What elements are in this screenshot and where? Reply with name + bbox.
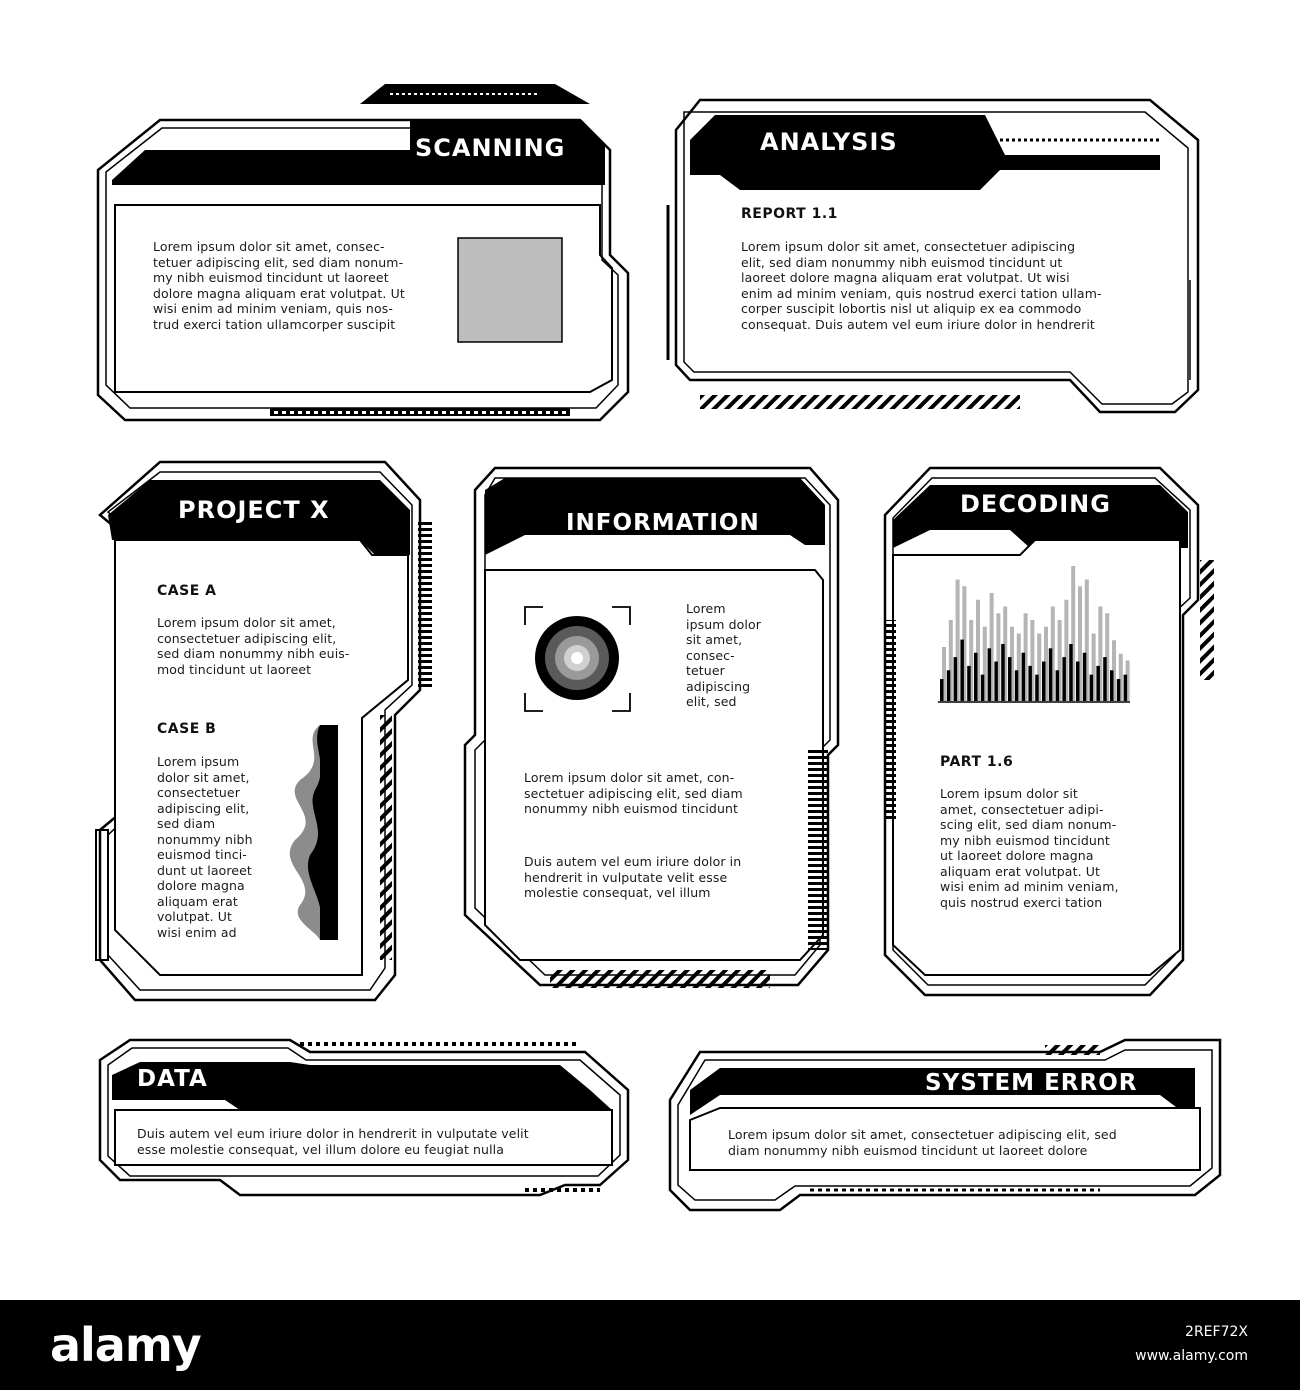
case-b-line: wisi enim ad xyxy=(157,924,237,940)
information-title: INFORMATION xyxy=(566,510,760,536)
decoding-bar-black xyxy=(954,657,958,701)
stock-site-url: www.alamy.com xyxy=(1135,1348,1248,1364)
stock-logo: alamy xyxy=(50,1318,201,1372)
case-b-line: aliquam erat xyxy=(157,893,238,909)
case-a-line: mod tincidunt ut laoreet xyxy=(157,661,312,677)
scanning-title: SCANNING xyxy=(415,134,566,162)
decoding-frame xyxy=(884,468,1214,995)
case-b-line: volutpat. Ut xyxy=(157,909,233,924)
scanning-line: my nibh euismod tincidunt ut laoreet xyxy=(153,270,389,285)
system-error-text xyxy=(728,1127,1188,1158)
case-b-line: dolor sit amet, xyxy=(157,769,250,785)
decoding-bar-black xyxy=(1083,653,1087,701)
decoding-bar-black xyxy=(960,640,964,701)
data-text xyxy=(137,1126,607,1157)
system-error-title: SYSTEM ERROR xyxy=(925,1070,1138,1096)
decoding-line: amet, consectetuer adipi- xyxy=(940,801,1104,817)
information-line: molestie consequat, vel illum xyxy=(524,885,711,900)
case-a-line: sed diam nonummy nibh euis- xyxy=(157,646,350,661)
case-a-heading: CASE A xyxy=(157,583,217,599)
project-x-title: PROJECT X xyxy=(178,496,330,524)
information-side-line: adipiscing xyxy=(686,678,751,694)
decoding-bar-black xyxy=(947,670,951,701)
analysis-subtitle: REPORT 1.1 xyxy=(741,206,838,222)
decoding-bar-black xyxy=(1008,657,1012,701)
decoding-line: scing elit, sed diam nonum- xyxy=(940,817,1117,832)
analysis-line: elit, sed diam nonummy nibh euismod tincidunt ut xyxy=(741,254,1063,270)
stock-image-id: 2REF72X xyxy=(1185,1324,1248,1340)
decoding-bar-black xyxy=(1110,670,1114,701)
case-b-line: dunt ut laoreet xyxy=(157,862,252,878)
analysis-line: laoreet dolore magna aliquam erat volutpat. Ut wisi xyxy=(741,270,1070,285)
decoding-bar-black xyxy=(1056,670,1060,701)
information-para-1 xyxy=(524,770,794,817)
case-b-text xyxy=(157,754,277,940)
decoding-bar-black xyxy=(994,662,998,701)
system-error-line: Lorem ipsum dolor sit amet, consectetuer adipiscing elit, sed xyxy=(728,1127,1117,1142)
decoding-text xyxy=(940,786,1155,910)
decoding-bar-black xyxy=(988,648,992,701)
analysis-line: Lorem ipsum dolor sit amet, consectetuer adipiscing xyxy=(741,239,1076,254)
information-side-line: Lorem xyxy=(686,601,726,616)
decoding-bar-black xyxy=(1103,657,1107,701)
decoding-bar-black xyxy=(1096,666,1100,701)
decoding-bar-black xyxy=(1042,662,1046,701)
scanning-line: wisi enim ad minim veniam, quis nos- xyxy=(153,301,393,316)
case-a-text xyxy=(157,615,377,677)
case-a-line: consectetuer adipiscing elit, xyxy=(157,630,337,646)
decoding-bar-black xyxy=(1124,675,1128,701)
case-b-line: dolore magna xyxy=(157,878,245,893)
case-b-line: adipiscing elit, xyxy=(157,800,250,816)
decoding-bar-black xyxy=(967,666,971,701)
decoding-title: DECODING xyxy=(960,490,1111,518)
information-side-line: consec- xyxy=(686,647,735,663)
information-para-2 xyxy=(524,854,794,901)
decoding-line: quis nostrud exerci tation xyxy=(940,894,1103,910)
scanning-line: dolore magna aliquam erat volutpat. Ut xyxy=(153,285,405,301)
decoding-bar-black xyxy=(1015,670,1019,701)
case-b-line: Lorem ipsum xyxy=(157,754,240,769)
case-b-line: consectetuer xyxy=(157,785,240,800)
analysis-line: corper suscipit lobortis nisl ut aliquip ex ea commodo xyxy=(741,301,1082,316)
decoding-bar-black xyxy=(1028,666,1032,701)
data-line: Duis autem vel eum iriure dolor in hendrerit in vulputate velit xyxy=(137,1126,529,1141)
analysis-title: ANALYSIS xyxy=(760,128,898,156)
decoding-bar-black xyxy=(940,679,944,701)
system-error-frame xyxy=(670,1040,1220,1210)
information-frame xyxy=(465,468,838,988)
information-line: Duis autem vel eum iriure dolor in xyxy=(524,854,742,869)
decoding-bar-black xyxy=(1035,675,1039,701)
data-line: esse molestie consequat, vel illum dolore eu feugiat nulla xyxy=(137,1141,504,1157)
scanning-text xyxy=(153,239,443,332)
information-side-text xyxy=(686,601,776,710)
data-title: DATA xyxy=(137,1066,208,1092)
case-a-line: Lorem ipsum dolor sit amet, xyxy=(157,615,336,630)
information-line: Lorem ipsum dolor sit amet, con- xyxy=(524,770,735,785)
data-frame xyxy=(100,1040,628,1195)
decoding-line: ut laoreet dolore magna xyxy=(940,848,1094,863)
case-b-line: nonummy nibh xyxy=(157,831,253,847)
information-line: hendrerit in vulputate velit esse xyxy=(524,869,728,885)
analysis-line: consequat. Duis autem vel eum iriure dolor in hendrerit xyxy=(741,316,1095,332)
information-side-line: tetuer xyxy=(686,663,725,678)
scan-image-placeholder xyxy=(458,238,562,342)
scanning-line: tetuer adipiscing elit, sed diam nonum- xyxy=(153,254,404,270)
decoding-bar-black xyxy=(1076,662,1080,701)
decoding-bar-black xyxy=(1062,657,1066,701)
decoding-subtitle: PART 1.6 xyxy=(940,754,1014,770)
decoding-line: wisi enim ad minim veniam, xyxy=(940,879,1119,894)
decoding-line: Lorem ipsum dolor sit xyxy=(940,786,1078,801)
decoding-line: my nibh euismod tincidunt xyxy=(940,832,1110,848)
analysis-line: enim ad minim veniam, quis nostrud exerci tation ullam- xyxy=(741,285,1102,301)
decoding-bar-black xyxy=(1049,648,1053,701)
stock-image-info xyxy=(1135,1320,1248,1368)
decoding-bar-black xyxy=(1001,644,1005,701)
scanning-line: trud exerci tation ullamcorper suscipit xyxy=(153,316,396,332)
scanning-line: Lorem ipsum dolor sit amet, consec- xyxy=(153,239,385,254)
decoding-bar-black xyxy=(1022,653,1026,701)
decoding-bar-black xyxy=(1117,679,1121,701)
case-b-heading: CASE B xyxy=(157,721,217,737)
case-b-line: euismod tinci- xyxy=(157,847,247,862)
information-line: sectetuer adipiscing elit, sed diam xyxy=(524,785,743,801)
information-side-line: elit, sed xyxy=(686,694,737,709)
decoding-bar-black xyxy=(974,653,978,701)
decoding-bar-black xyxy=(981,675,985,701)
system-error-line: diam nonummy nibh euismod tincidunt ut laoreet dolore xyxy=(728,1142,1088,1158)
case-b-line: sed diam xyxy=(157,816,216,831)
information-side-line: sit amet, xyxy=(686,632,743,647)
decoding-line: aliquam erat volutpat. Ut xyxy=(940,863,1100,879)
information-line: nonummy nibh euismod tincidunt xyxy=(524,801,739,816)
analysis-text xyxy=(741,239,1161,332)
decoding-bar-black xyxy=(1090,675,1094,701)
decoding-bar-black xyxy=(1069,644,1073,701)
information-side-line: ipsum dolor xyxy=(686,616,761,632)
